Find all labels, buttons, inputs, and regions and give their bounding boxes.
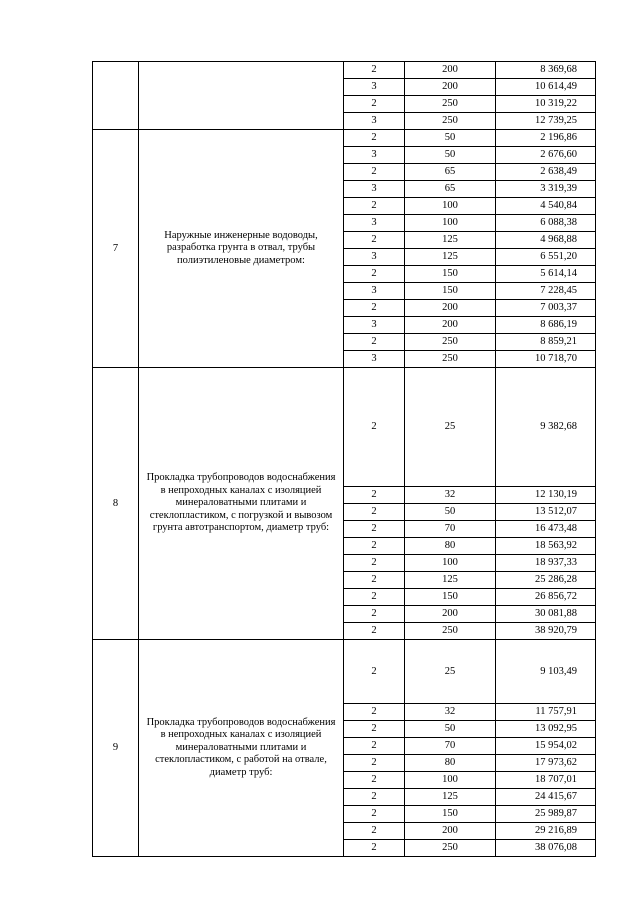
price-cell: 18 937,33 <box>496 555 596 572</box>
price-cell: 12 130,19 <box>496 487 596 504</box>
category-cell: 3 <box>344 249 405 266</box>
category-cell: 2 <box>344 640 405 704</box>
price-cell: 7 228,45 <box>496 283 596 300</box>
category-cell: 3 <box>344 79 405 96</box>
category-cell: 3 <box>344 351 405 368</box>
price-cell: 30 081,88 <box>496 606 596 623</box>
category-cell: 2 <box>344 266 405 283</box>
table-row <box>93 368 596 487</box>
table-row <box>93 130 596 147</box>
diameter-cell: 250 <box>405 113 496 130</box>
price-cell: 7 003,37 <box>496 300 596 317</box>
price-table <box>92 61 596 857</box>
diameter-cell: 125 <box>405 232 496 249</box>
diameter-cell: 200 <box>405 300 496 317</box>
price-cell: 4 968,88 <box>496 232 596 249</box>
category-cell: 2 <box>344 840 405 857</box>
price-cell: 8 859,21 <box>496 334 596 351</box>
diameter-cell: 100 <box>405 555 496 572</box>
work-description-cell: Прокладка трубопроводов водоснабжения в непроходных каналах с изоляцией минераловатными плитами и стеклопластиком, с погрузкой и вывозом грунта автотранспортом, диаметр труб: <box>139 368 344 640</box>
price-cell: 25 989,87 <box>496 806 596 823</box>
price-cell: 2 196,86 <box>496 130 596 147</box>
diameter-cell: 50 <box>405 130 496 147</box>
diameter-cell: 125 <box>405 572 496 589</box>
diameter-cell: 70 <box>405 521 496 538</box>
diameter-cell: 25 <box>405 640 496 704</box>
price-cell: 12 739,25 <box>496 113 596 130</box>
table-row <box>93 640 596 704</box>
category-cell: 2 <box>344 487 405 504</box>
diameter-cell: 200 <box>405 606 496 623</box>
price-cell: 6 088,38 <box>496 215 596 232</box>
item-number-cell <box>93 62 139 130</box>
work-description-cell: Наружные инженерные водоводы, разработка грунта в отвал, трубы полиэтиленовые диаметром: <box>139 130 344 368</box>
diameter-cell: 200 <box>405 79 496 96</box>
diameter-cell: 70 <box>405 738 496 755</box>
price-cell: 2 638,49 <box>496 164 596 181</box>
category-cell: 2 <box>344 623 405 640</box>
category-cell: 2 <box>344 538 405 555</box>
category-cell: 3 <box>344 317 405 334</box>
table-row <box>93 62 596 79</box>
price-table-body <box>93 62 596 857</box>
category-cell: 2 <box>344 96 405 113</box>
diameter-cell: 250 <box>405 96 496 113</box>
price-cell: 38 076,08 <box>496 840 596 857</box>
diameter-cell: 32 <box>405 704 496 721</box>
price-cell: 10 614,49 <box>496 79 596 96</box>
diameter-cell: 150 <box>405 283 496 300</box>
price-cell: 16 473,48 <box>496 521 596 538</box>
price-cell: 18 563,92 <box>496 538 596 555</box>
diameter-cell: 250 <box>405 351 496 368</box>
diameter-cell: 80 <box>405 538 496 555</box>
diameter-cell: 50 <box>405 721 496 738</box>
diameter-cell: 100 <box>405 198 496 215</box>
category-cell: 3 <box>344 113 405 130</box>
category-cell: 2 <box>344 738 405 755</box>
diameter-cell: 200 <box>405 823 496 840</box>
diameter-cell: 50 <box>405 147 496 164</box>
diameter-cell: 25 <box>405 368 496 487</box>
category-cell: 3 <box>344 181 405 198</box>
diameter-cell: 250 <box>405 334 496 351</box>
category-cell: 2 <box>344 721 405 738</box>
price-cell: 10 718,70 <box>496 351 596 368</box>
category-cell: 2 <box>344 606 405 623</box>
diameter-cell: 150 <box>405 589 496 606</box>
diameter-cell: 50 <box>405 504 496 521</box>
price-cell: 5 614,14 <box>496 266 596 283</box>
item-number-cell: 7 <box>93 130 139 368</box>
price-cell: 26 856,72 <box>496 589 596 606</box>
item-number-cell: 9 <box>93 640 139 857</box>
category-cell: 2 <box>344 300 405 317</box>
price-cell: 11 757,91 <box>496 704 596 721</box>
category-cell: 2 <box>344 198 405 215</box>
price-cell: 9 103,49 <box>496 640 596 704</box>
category-cell: 2 <box>344 164 405 181</box>
category-cell: 2 <box>344 704 405 721</box>
price-cell: 9 382,68 <box>496 368 596 487</box>
price-cell: 2 676,60 <box>496 147 596 164</box>
item-number-cell: 8 <box>93 368 139 640</box>
price-cell: 17 973,62 <box>496 755 596 772</box>
diameter-cell: 80 <box>405 755 496 772</box>
price-cell: 13 092,95 <box>496 721 596 738</box>
category-cell: 2 <box>344 504 405 521</box>
diameter-cell: 250 <box>405 840 496 857</box>
price-cell: 38 920,79 <box>496 623 596 640</box>
price-cell: 10 319,22 <box>496 96 596 113</box>
price-cell: 24 415,67 <box>496 789 596 806</box>
diameter-cell: 65 <box>405 181 496 198</box>
category-cell: 2 <box>344 789 405 806</box>
category-cell: 2 <box>344 555 405 572</box>
price-cell: 3 319,39 <box>496 181 596 198</box>
category-cell: 2 <box>344 772 405 789</box>
diameter-cell: 125 <box>405 249 496 266</box>
diameter-cell: 200 <box>405 62 496 79</box>
diameter-cell: 65 <box>405 164 496 181</box>
price-cell: 25 286,28 <box>496 572 596 589</box>
category-cell: 3 <box>344 215 405 232</box>
price-cell: 15 954,02 <box>496 738 596 755</box>
diameter-cell: 150 <box>405 266 496 283</box>
category-cell: 2 <box>344 521 405 538</box>
price-cell: 29 216,89 <box>496 823 596 840</box>
price-cell: 4 540,84 <box>496 198 596 215</box>
category-cell: 2 <box>344 823 405 840</box>
category-cell: 2 <box>344 130 405 147</box>
category-cell: 3 <box>344 147 405 164</box>
category-cell: 2 <box>344 806 405 823</box>
price-cell: 6 551,20 <box>496 249 596 266</box>
diameter-cell: 100 <box>405 772 496 789</box>
category-cell: 2 <box>344 232 405 249</box>
diameter-cell: 32 <box>405 487 496 504</box>
diameter-cell: 100 <box>405 215 496 232</box>
diameter-cell: 200 <box>405 317 496 334</box>
diameter-cell: 125 <box>405 789 496 806</box>
work-description-cell <box>139 62 344 130</box>
category-cell: 2 <box>344 755 405 772</box>
category-cell: 2 <box>344 334 405 351</box>
price-cell: 8 369,68 <box>496 62 596 79</box>
price-cell: 13 512,07 <box>496 504 596 521</box>
price-cell: 18 707,01 <box>496 772 596 789</box>
category-cell: 2 <box>344 589 405 606</box>
price-cell: 8 686,19 <box>496 317 596 334</box>
category-cell: 2 <box>344 572 405 589</box>
work-description-cell: Прокладка трубопроводов водоснабжения в непроходных каналах с изоляцией минераловатными плитами и стеклопластиком, с работой на отвале, диаметр труб: <box>139 640 344 857</box>
category-cell: 2 <box>344 368 405 487</box>
category-cell: 2 <box>344 62 405 79</box>
category-cell: 3 <box>344 283 405 300</box>
diameter-cell: 250 <box>405 623 496 640</box>
diameter-cell: 150 <box>405 806 496 823</box>
